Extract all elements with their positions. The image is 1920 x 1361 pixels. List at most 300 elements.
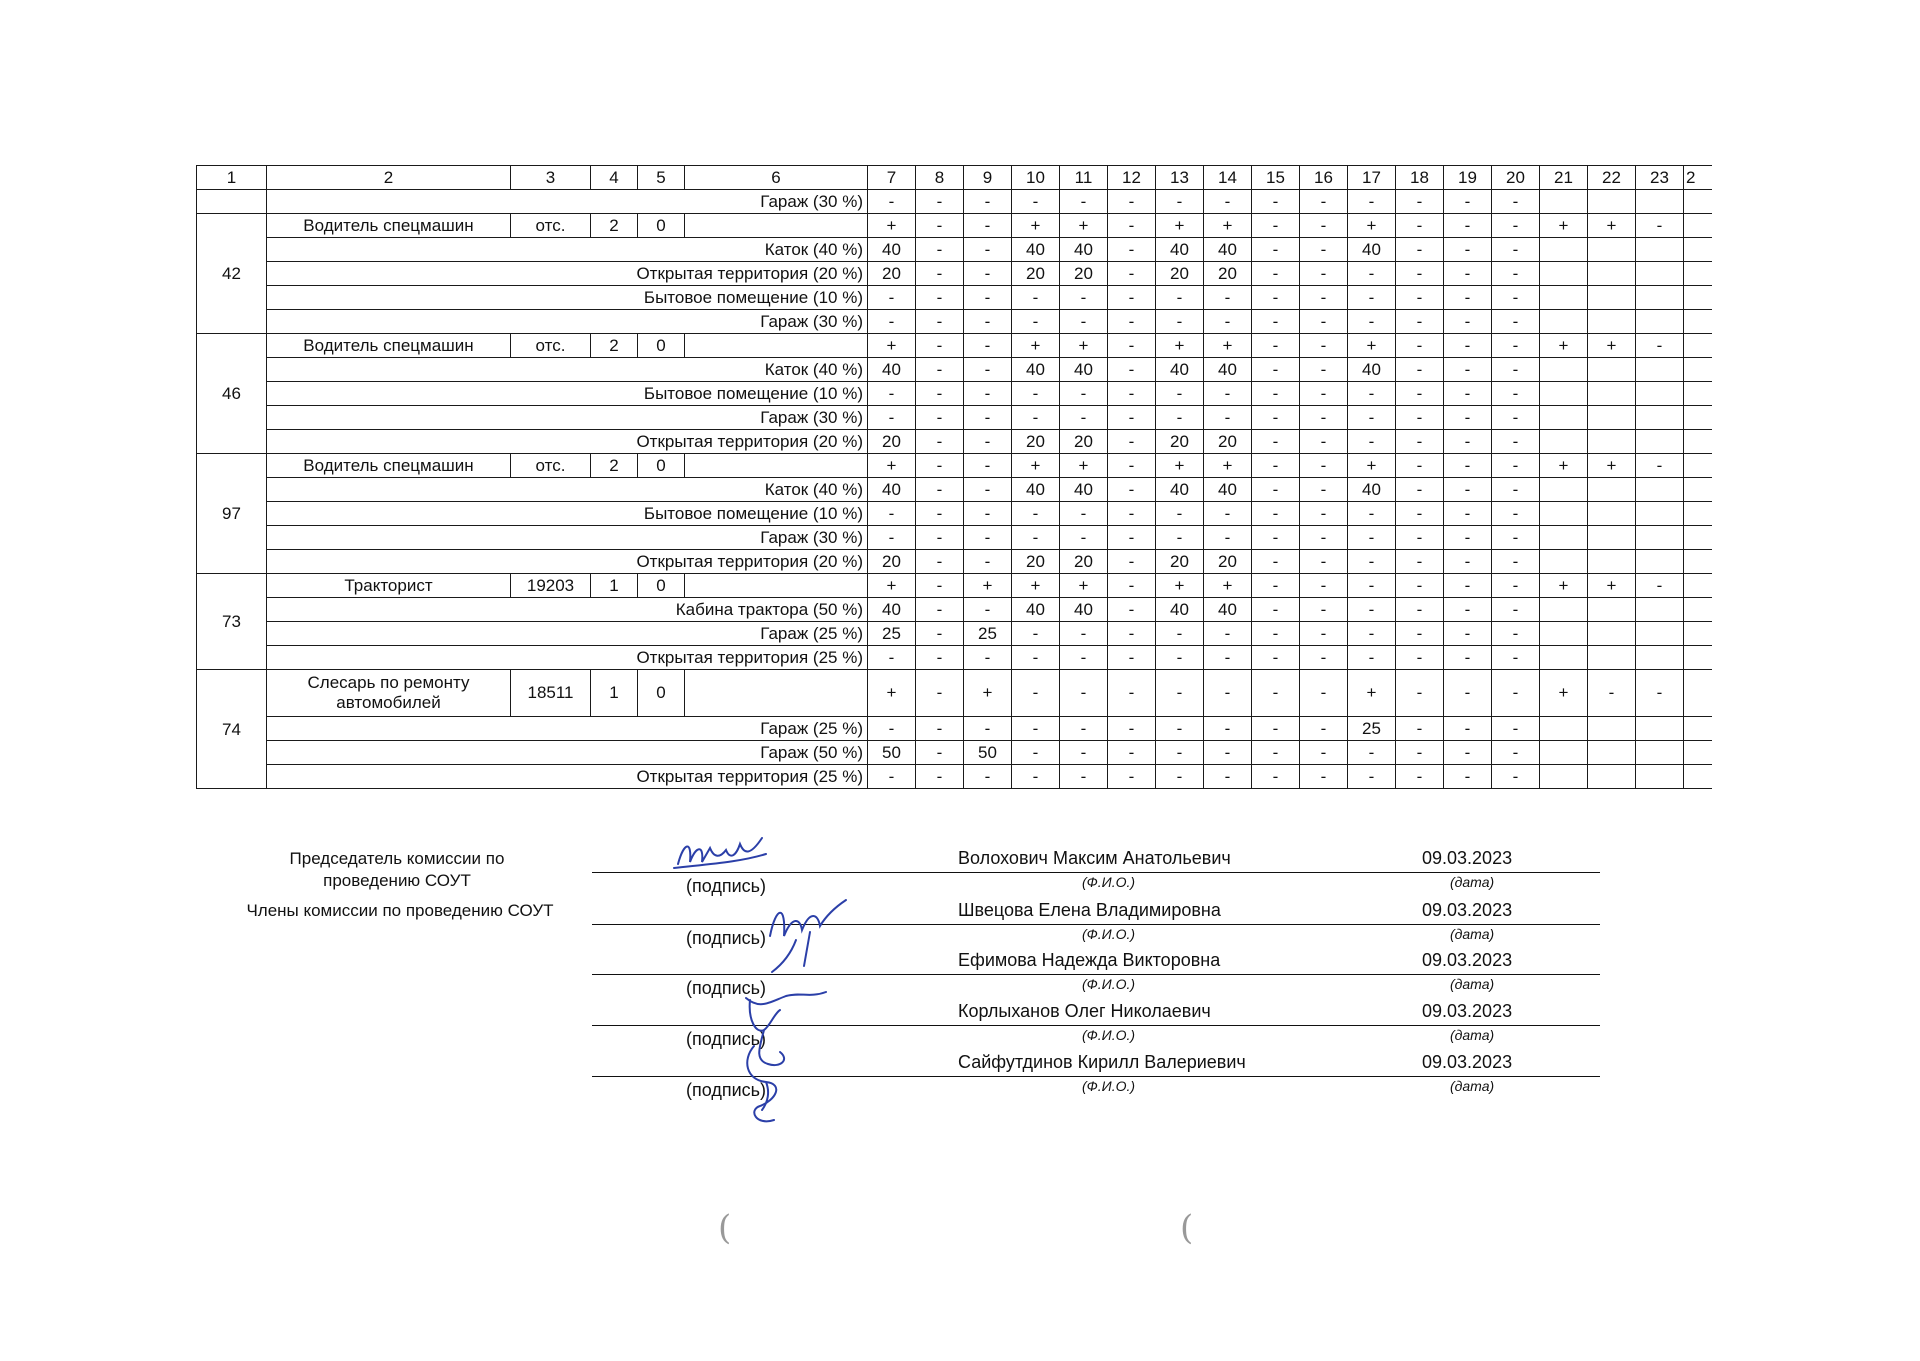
- workplace-count: 2: [591, 334, 638, 358]
- value-cell: -: [1348, 526, 1396, 550]
- value-cell: 40: [868, 358, 916, 382]
- profession-code: 19203: [511, 574, 591, 598]
- value-cell: -: [1204, 406, 1252, 430]
- value-cell: [1684, 190, 1713, 214]
- value-cell: -: [1444, 502, 1492, 526]
- value-cell: -: [1252, 358, 1300, 382]
- value-cell: +: [1060, 454, 1108, 478]
- zone-row: [197, 286, 1713, 310]
- value-cell: -: [1252, 526, 1300, 550]
- sout-table: [196, 165, 1712, 789]
- value-cell: -: [1636, 670, 1684, 717]
- value-cell: -: [916, 765, 964, 789]
- value-cell: +: [1540, 454, 1588, 478]
- value-cell: 40: [1012, 238, 1060, 262]
- value-cell: 40: [1156, 238, 1204, 262]
- value-cell: -: [1060, 406, 1108, 430]
- value-cell: 40: [1348, 358, 1396, 382]
- value-cell: 50: [964, 741, 1012, 765]
- value-cell: -: [868, 406, 916, 430]
- value-cell: 20: [1060, 262, 1108, 286]
- value-cell: -: [1396, 190, 1444, 214]
- value-cell: [1588, 430, 1636, 454]
- value-cell: -: [1348, 550, 1396, 574]
- value-cell: -: [964, 765, 1012, 789]
- value-cell: [1588, 622, 1636, 646]
- value-cell: -: [1204, 382, 1252, 406]
- value-cell: +: [1588, 214, 1636, 238]
- value-cell: 40: [1012, 478, 1060, 502]
- profession-name: Водитель спецмашин: [267, 214, 511, 238]
- value-cell: -: [868, 765, 916, 789]
- value-cell: -: [1060, 502, 1108, 526]
- value-cell: -: [1156, 310, 1204, 334]
- value-cell: 20: [868, 262, 916, 286]
- value-cell: [1636, 717, 1684, 741]
- value-cell: -: [1492, 454, 1540, 478]
- value-cell: -: [1108, 358, 1156, 382]
- value-cell: -: [1492, 358, 1540, 382]
- signature-line: [592, 924, 1600, 925]
- value-cell: -: [1444, 310, 1492, 334]
- value-cell: [1684, 406, 1713, 430]
- value-cell: [1684, 286, 1713, 310]
- profession-row: [197, 454, 1713, 478]
- value-cell: +: [1204, 454, 1252, 478]
- value-cell: [1684, 574, 1713, 598]
- name-caption: (Ф.И.О.): [1082, 1027, 1136, 1043]
- value-cell: -: [1300, 334, 1348, 358]
- value-cell: -: [1492, 717, 1540, 741]
- value-cell: [1540, 622, 1588, 646]
- value-cell: -: [1444, 646, 1492, 670]
- chair-label: Председатель комиссии по проведению СОУТ: [289, 849, 505, 890]
- value-cell: -: [1108, 741, 1156, 765]
- value-cell: -: [1204, 502, 1252, 526]
- value-cell: -: [1252, 262, 1300, 286]
- zone-row: [197, 190, 1713, 214]
- value-cell: [1588, 526, 1636, 550]
- value-cell: -: [1252, 430, 1300, 454]
- zone-row: [197, 598, 1713, 622]
- value-cell: -: [1204, 670, 1252, 717]
- zone-label: Открытая территория (25 %): [267, 646, 868, 670]
- column-header: 23: [1636, 166, 1684, 190]
- value-cell: -: [1396, 646, 1444, 670]
- value-cell: -: [964, 358, 1012, 382]
- profession-code: отс.: [511, 214, 591, 238]
- zone-label: Открытая территория (20 %): [267, 262, 868, 286]
- value-cell: -: [1300, 670, 1348, 717]
- value-cell: +: [1204, 574, 1252, 598]
- zone-row: [197, 310, 1713, 334]
- value-cell: -: [964, 526, 1012, 550]
- value-cell: -: [964, 382, 1012, 406]
- value-cell: -: [1492, 286, 1540, 310]
- value-cell: +: [1588, 574, 1636, 598]
- value-cell: +: [1012, 214, 1060, 238]
- zone-label: Гараж (25 %): [267, 717, 868, 741]
- value-cell: [1540, 550, 1588, 574]
- value-cell: +: [1012, 334, 1060, 358]
- value-cell: 40: [1348, 238, 1396, 262]
- zone-row: [197, 717, 1713, 741]
- zone-label: Каток (40 %): [267, 358, 868, 382]
- value-cell: +: [1060, 214, 1108, 238]
- value-cell: -: [1060, 670, 1108, 717]
- value-cell: -: [1396, 310, 1444, 334]
- value-cell: -: [916, 574, 964, 598]
- value-cell: -: [1108, 765, 1156, 789]
- value-cell: [1588, 262, 1636, 286]
- value-cell: +: [1540, 214, 1588, 238]
- value-cell: -: [1108, 717, 1156, 741]
- value-cell: -: [1444, 550, 1492, 574]
- value-cell: -: [1444, 358, 1492, 382]
- profession-row: [197, 334, 1713, 358]
- header-row: [197, 166, 1713, 190]
- value-cell: -: [916, 717, 964, 741]
- value-cell: 20: [1156, 550, 1204, 574]
- value-cell: -: [1108, 646, 1156, 670]
- name-caption: (Ф.И.О.): [1082, 926, 1136, 942]
- value-cell: -: [1636, 334, 1684, 358]
- value-cell: -: [1444, 406, 1492, 430]
- zone-empty-cell: [685, 670, 868, 717]
- value-cell: 25: [964, 622, 1012, 646]
- value-cell: [1588, 358, 1636, 382]
- women-count: 0: [638, 574, 685, 598]
- zone-empty-cell: [685, 214, 868, 238]
- value-cell: -: [916, 214, 964, 238]
- value-cell: [1540, 238, 1588, 262]
- value-cell: 40: [1060, 478, 1108, 502]
- value-cell: -: [1444, 238, 1492, 262]
- value-cell: -: [1300, 262, 1348, 286]
- value-cell: -: [1252, 502, 1300, 526]
- value-cell: -: [1444, 765, 1492, 789]
- value-cell: -: [1156, 670, 1204, 717]
- zone-row: [197, 430, 1713, 454]
- workplace-count: 1: [591, 574, 638, 598]
- column-header: 1: [197, 166, 267, 190]
- value-cell: 20: [1204, 430, 1252, 454]
- value-cell: +: [964, 574, 1012, 598]
- value-cell: -: [1348, 741, 1396, 765]
- value-cell: +: [964, 670, 1012, 717]
- value-cell: -: [964, 478, 1012, 502]
- value-cell: 40: [1156, 478, 1204, 502]
- value-cell: -: [868, 190, 916, 214]
- value-cell: -: [1156, 406, 1204, 430]
- value-cell: -: [964, 238, 1012, 262]
- value-cell: -: [1108, 526, 1156, 550]
- name-caption: (Ф.И.О.): [1082, 976, 1136, 992]
- value-cell: -: [1348, 622, 1396, 646]
- value-cell: [1684, 598, 1713, 622]
- hole-mark-left: (: [718, 1208, 732, 1248]
- value-cell: [1540, 382, 1588, 406]
- value-cell: [1636, 358, 1684, 382]
- value-cell: -: [1444, 262, 1492, 286]
- value-cell: -: [1348, 190, 1396, 214]
- value-cell: -: [1300, 717, 1348, 741]
- value-cell: +: [868, 670, 916, 717]
- value-cell: [1636, 310, 1684, 334]
- value-cell: -: [1012, 765, 1060, 789]
- value-cell: [1684, 214, 1713, 238]
- value-cell: -: [1492, 765, 1540, 789]
- value-cell: [1540, 286, 1588, 310]
- zone-label: Открытая территория (20 %): [267, 550, 868, 574]
- value-cell: 20: [1060, 550, 1108, 574]
- group-number: 46: [197, 334, 267, 454]
- value-cell: -: [916, 670, 964, 717]
- value-cell: -: [1108, 430, 1156, 454]
- date-caption: (дата): [1450, 874, 1495, 890]
- handwritten-signature: [730, 1040, 840, 1130]
- zone-row: [197, 550, 1713, 574]
- value-cell: -: [1348, 598, 1396, 622]
- value-cell: -: [1156, 741, 1204, 765]
- group-number: 73: [197, 574, 267, 670]
- value-cell: 20: [868, 550, 916, 574]
- zone-row: [197, 358, 1713, 382]
- value-cell: [1588, 190, 1636, 214]
- value-cell: -: [868, 382, 916, 406]
- value-cell: -: [1156, 286, 1204, 310]
- column-header: 15: [1252, 166, 1300, 190]
- value-cell: -: [1252, 190, 1300, 214]
- value-cell: -: [1252, 382, 1300, 406]
- zone-label: Гараж (50 %): [267, 741, 868, 765]
- value-cell: +: [1540, 334, 1588, 358]
- zone-empty-cell: [685, 334, 868, 358]
- value-cell: -: [916, 454, 964, 478]
- value-cell: -: [1492, 502, 1540, 526]
- value-cell: 20: [1012, 430, 1060, 454]
- value-cell: -: [1492, 310, 1540, 334]
- value-cell: 20: [1156, 262, 1204, 286]
- value-cell: -: [1012, 406, 1060, 430]
- value-cell: [1588, 550, 1636, 574]
- column-header: 18: [1396, 166, 1444, 190]
- value-cell: -: [1060, 310, 1108, 334]
- value-cell: -: [1300, 574, 1348, 598]
- value-cell: -: [1156, 502, 1204, 526]
- value-cell: -: [1492, 262, 1540, 286]
- value-cell: -: [868, 286, 916, 310]
- women-count: 0: [638, 454, 685, 478]
- value-cell: -: [1156, 646, 1204, 670]
- value-cell: 20: [1012, 550, 1060, 574]
- value-cell: [1540, 502, 1588, 526]
- value-cell: -: [1204, 765, 1252, 789]
- column-header: 13: [1156, 166, 1204, 190]
- value-cell: -: [1012, 717, 1060, 741]
- value-cell: +: [1348, 334, 1396, 358]
- value-cell: -: [1300, 550, 1348, 574]
- signature-caption: (подпись): [686, 1080, 767, 1100]
- value-cell: [1636, 526, 1684, 550]
- hole-mark-right: (: [1180, 1208, 1194, 1248]
- value-cell: -: [1252, 286, 1300, 310]
- women-count: 0: [638, 214, 685, 238]
- value-cell: +: [868, 214, 916, 238]
- value-cell: -: [1396, 334, 1444, 358]
- value-cell: -: [1396, 526, 1444, 550]
- value-cell: -: [1492, 190, 1540, 214]
- value-cell: 40: [1060, 598, 1108, 622]
- value-cell: [1588, 286, 1636, 310]
- value-cell: [1588, 382, 1636, 406]
- value-cell: -: [1492, 238, 1540, 262]
- signer-name: Корлыханов Олег Николаевич: [958, 1001, 1211, 1021]
- value-cell: [1540, 646, 1588, 670]
- column-header: 17: [1348, 166, 1396, 190]
- zone-row: [197, 478, 1713, 502]
- value-cell: -: [1636, 454, 1684, 478]
- value-cell: -: [1396, 262, 1444, 286]
- value-cell: [1588, 406, 1636, 430]
- value-cell: [1636, 598, 1684, 622]
- column-header: 10: [1012, 166, 1060, 190]
- value-cell: 20: [1204, 262, 1252, 286]
- value-cell: -: [1300, 190, 1348, 214]
- value-cell: -: [1012, 502, 1060, 526]
- value-cell: 40: [1348, 478, 1396, 502]
- value-cell: -: [1252, 478, 1300, 502]
- value-cell: -: [1396, 382, 1444, 406]
- value-cell: -: [1012, 310, 1060, 334]
- profession-code: отс.: [511, 454, 591, 478]
- value-cell: -: [1156, 526, 1204, 550]
- signature-line: [592, 974, 1600, 975]
- value-cell: +: [1156, 574, 1204, 598]
- value-cell: -: [1444, 574, 1492, 598]
- value-cell: -: [1012, 286, 1060, 310]
- value-cell: +: [1348, 670, 1396, 717]
- group-number-cell: [197, 190, 267, 214]
- value-cell: [1636, 382, 1684, 406]
- value-cell: 40: [1060, 238, 1108, 262]
- value-cell: -: [1156, 765, 1204, 789]
- value-cell: -: [1396, 430, 1444, 454]
- value-cell: -: [1492, 382, 1540, 406]
- value-cell: [1684, 334, 1713, 358]
- value-cell: [1540, 430, 1588, 454]
- value-cell: -: [1348, 646, 1396, 670]
- workplace-count: 2: [591, 454, 638, 478]
- value-cell: -: [1444, 717, 1492, 741]
- zone-row: [197, 382, 1713, 406]
- value-cell: +: [1204, 214, 1252, 238]
- value-cell: -: [1444, 382, 1492, 406]
- zone-row: [197, 262, 1713, 286]
- value-cell: -: [1396, 286, 1444, 310]
- value-cell: -: [1396, 598, 1444, 622]
- value-cell: [1684, 382, 1713, 406]
- zone-label: Гараж (30 %): [267, 190, 868, 214]
- value-cell: [1636, 262, 1684, 286]
- value-cell: -: [1204, 286, 1252, 310]
- value-cell: -: [1300, 765, 1348, 789]
- value-cell: -: [1012, 190, 1060, 214]
- column-header: 8: [916, 166, 964, 190]
- value-cell: 50: [868, 741, 916, 765]
- signer-date: 09.03.2023: [1422, 900, 1513, 920]
- zone-label: Гараж (25 %): [267, 622, 868, 646]
- value-cell: +: [1204, 334, 1252, 358]
- column-header: 12: [1108, 166, 1156, 190]
- value-cell: [1588, 598, 1636, 622]
- value-cell: +: [1060, 334, 1108, 358]
- profession-row: [197, 214, 1713, 238]
- column-header: 2: [1684, 166, 1713, 190]
- value-cell: -: [1108, 454, 1156, 478]
- value-cell: -: [916, 334, 964, 358]
- value-cell: 20: [868, 430, 916, 454]
- value-cell: -: [1060, 286, 1108, 310]
- zone-label: Гараж (30 %): [267, 406, 868, 430]
- value-cell: -: [964, 310, 1012, 334]
- value-cell: -: [1300, 286, 1348, 310]
- group-number: 74: [197, 670, 267, 789]
- value-cell: -: [916, 526, 964, 550]
- value-cell: 40: [1204, 358, 1252, 382]
- column-header: 6: [685, 166, 868, 190]
- value-cell: -: [1492, 430, 1540, 454]
- column-header: 5: [638, 166, 685, 190]
- value-cell: -: [1396, 765, 1444, 789]
- value-cell: [1684, 454, 1713, 478]
- value-cell: 25: [1348, 717, 1396, 741]
- value-cell: -: [964, 550, 1012, 574]
- zone-row: [197, 646, 1713, 670]
- value-cell: 40: [1012, 598, 1060, 622]
- signer-name: Ефимова Надежда Викторовна: [958, 950, 1221, 970]
- value-cell: -: [1348, 574, 1396, 598]
- value-cell: -: [1348, 286, 1396, 310]
- value-cell: [1588, 717, 1636, 741]
- value-cell: -: [1156, 190, 1204, 214]
- column-header: 9: [964, 166, 1012, 190]
- value-cell: -: [1492, 334, 1540, 358]
- value-cell: [1636, 741, 1684, 765]
- members-label: Члены комиссии по проведению СОУТ: [246, 901, 554, 920]
- value-cell: [1540, 190, 1588, 214]
- value-cell: -: [1252, 550, 1300, 574]
- profession-name: Водитель спецмашин: [267, 334, 511, 358]
- zone-label: Открытая территория (25 %): [267, 765, 868, 789]
- value-cell: +: [868, 334, 916, 358]
- value-cell: -: [1300, 214, 1348, 238]
- value-cell: -: [916, 238, 964, 262]
- group-number: 97: [197, 454, 267, 574]
- profession-row: [197, 574, 1713, 598]
- value-cell: -: [1252, 646, 1300, 670]
- zone-row: [197, 502, 1713, 526]
- value-cell: -: [1060, 622, 1108, 646]
- value-cell: -: [1300, 310, 1348, 334]
- value-cell: -: [1108, 550, 1156, 574]
- value-cell: -: [1492, 622, 1540, 646]
- value-cell: -: [1108, 190, 1156, 214]
- value-cell: -: [1252, 717, 1300, 741]
- women-count: 0: [638, 334, 685, 358]
- date-caption: (дата): [1450, 926, 1495, 942]
- value-cell: -: [1444, 478, 1492, 502]
